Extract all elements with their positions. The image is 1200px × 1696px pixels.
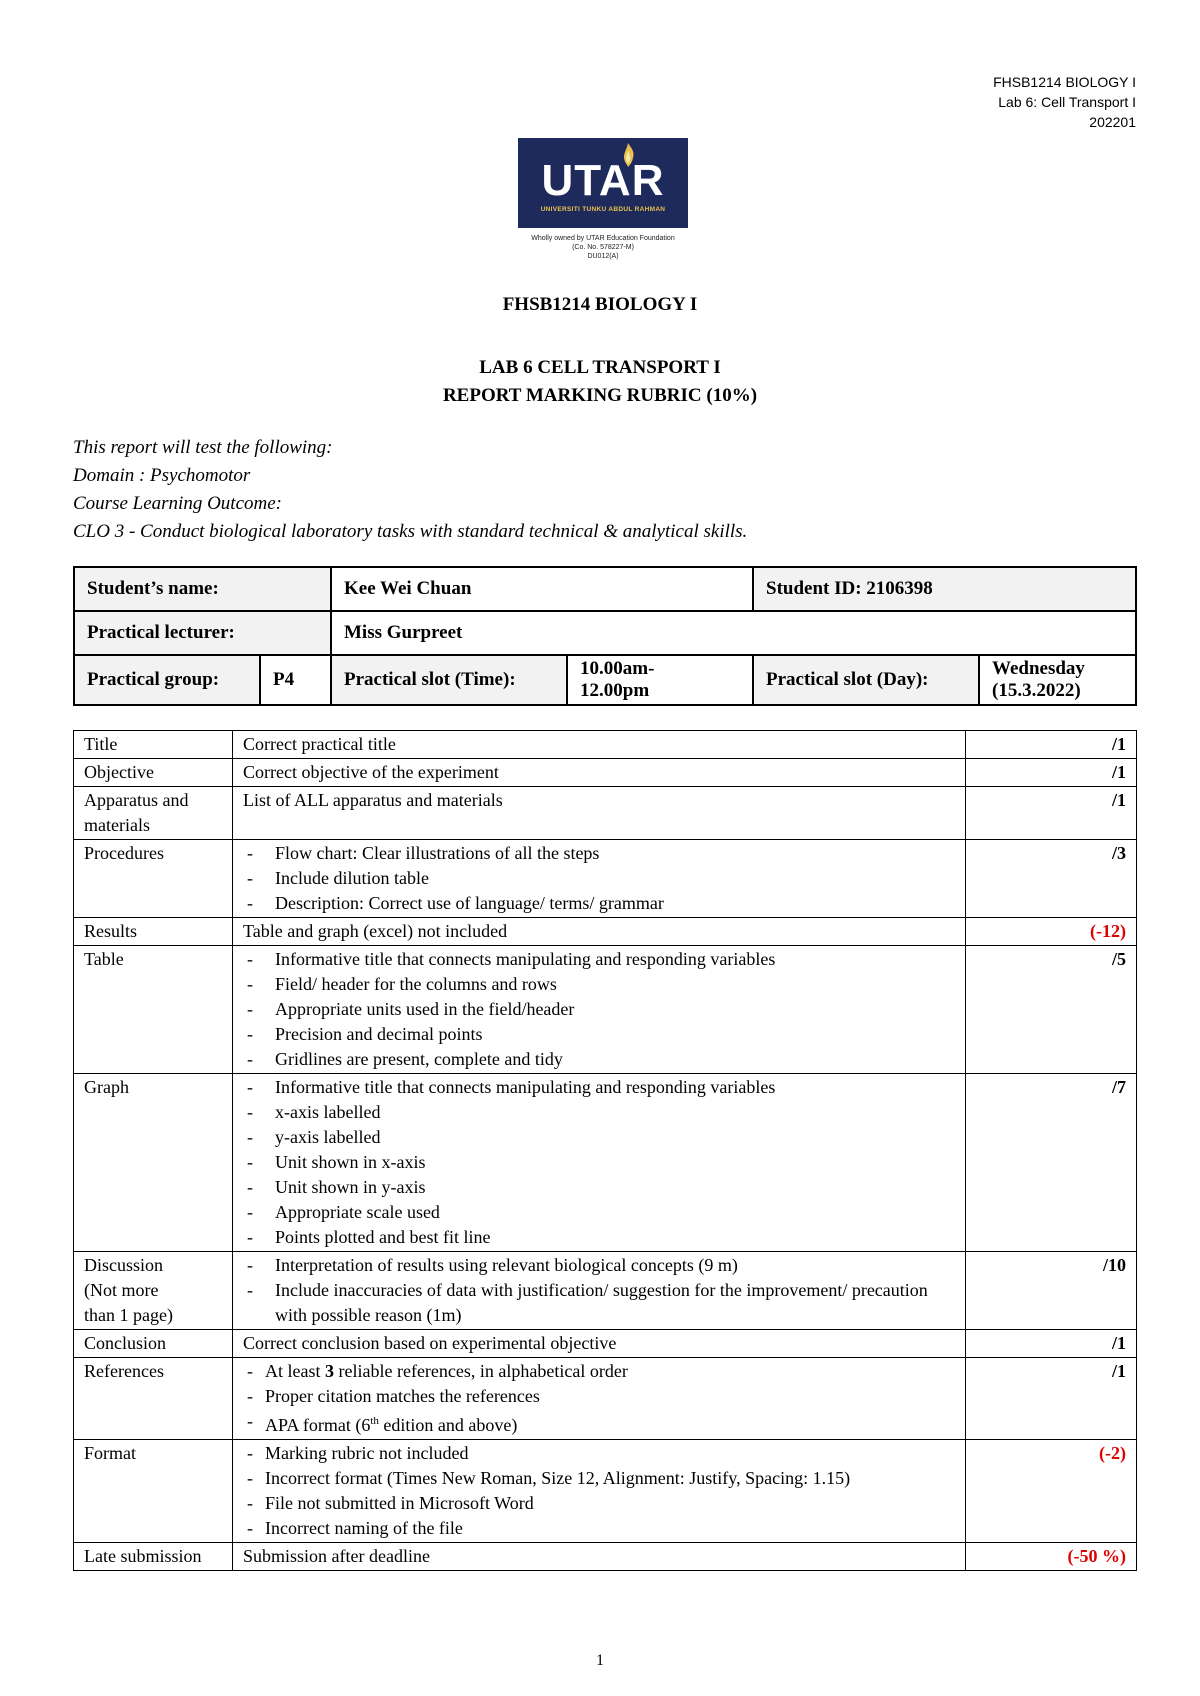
list-item: - Incorrect naming of the file: [243, 1516, 955, 1541]
criterion-mark: /1: [966, 731, 1137, 759]
criterion-description: List of ALL apparatus and materials: [233, 787, 966, 840]
table-row: [74, 1543, 1137, 1571]
intro-line: This report will test the following:: [73, 437, 333, 458]
criterion-list: [243, 841, 955, 916]
criterion-mark: /5: [966, 946, 1137, 1074]
marking-rubric-table: [73, 730, 1137, 1571]
criterion-mark: /1: [966, 759, 1137, 787]
list-item: - Interpretation of results using relevant biological concepts (9 m): [243, 1253, 955, 1278]
list-item: - Unit shown in y-axis: [243, 1175, 955, 1200]
student-name-value: Kee Wei Chuan: [331, 567, 753, 611]
logo-university-name: UNIVERSITI TUNKU ABDUL RAHMAN: [540, 206, 666, 213]
criterion-description: [233, 1074, 966, 1252]
logo-sub-line: (Co. No. 578227-M): [572, 244, 634, 251]
list-item: - x-axis labelled: [243, 1100, 955, 1125]
criterion-description: Correct objective of the experiment: [233, 759, 966, 787]
label-line: than 1 page): [84, 1305, 173, 1325]
table-row: [74, 1358, 1137, 1440]
list-item: - Marking rubric not included: [243, 1441, 955, 1466]
criterion-list: [243, 1441, 955, 1541]
logo-subtitle: [518, 234, 688, 261]
table-row: [74, 787, 1137, 840]
criterion-label: Objective: [74, 759, 233, 787]
criterion-description: [233, 946, 966, 1074]
criterion-description: Table and graph (excel) not included: [233, 918, 966, 946]
criterion-description: [233, 1252, 966, 1330]
text-span: reliable references, in alphabetical order: [334, 1361, 628, 1381]
criterion-description: [233, 1440, 966, 1543]
criterion-description: Submission after deadline: [233, 1543, 966, 1571]
criterion-list: [243, 1253, 955, 1328]
list-item: - Incorrect format (Times New Roman, Size 12, Alignment: Justify, Spacing: 1.15): [243, 1466, 955, 1491]
criterion-label: References: [74, 1358, 233, 1440]
penalty-mark: (-50 %): [966, 1543, 1137, 1571]
logo-block: [518, 138, 688, 228]
slot-day-line: Wednesday: [992, 658, 1085, 679]
lab-title: LAB 6 CELL TRANSPORT I: [479, 357, 721, 378]
intro-block: [73, 434, 747, 546]
label-line: (Not more: [84, 1280, 159, 1300]
table-row: [74, 759, 1137, 787]
criterion-label: [74, 1252, 233, 1330]
logo-sub-line: DU012(A): [587, 253, 619, 260]
document-title: [0, 354, 1200, 410]
criterion-description: [233, 840, 966, 918]
running-header: [993, 72, 1136, 132]
lecturer-label: Practical lecturer:: [74, 611, 331, 655]
list-item: - Proper citation matches the references: [243, 1384, 955, 1409]
criterion-label: Late submission: [74, 1543, 233, 1571]
table-row: [74, 946, 1137, 1074]
table-row: [74, 1074, 1137, 1252]
criterion-mark: /10: [966, 1252, 1137, 1330]
intro-line: Domain : Psychomotor: [73, 465, 251, 486]
criterion-mark: /7: [966, 1074, 1137, 1252]
table-row: [74, 611, 1136, 655]
criterion-list: [243, 947, 955, 1072]
list-item: - Description: Correct use of language/ terms/ grammar: [243, 891, 955, 916]
intro-line: CLO 3 - Conduct biological laboratory tasks with standard technical & analytical skills.: [73, 521, 748, 542]
group-value: P4: [260, 655, 331, 705]
course-title: FHSB1214 BIOLOGY I: [502, 294, 698, 315]
logo-wordmark: UTAR: [541, 156, 665, 205]
list-item: - Gridlines are present, complete and tidy: [243, 1047, 955, 1072]
criterion-mark: /1: [966, 1330, 1137, 1358]
table-row: [74, 1440, 1137, 1543]
criterion-label: Results: [74, 918, 233, 946]
list-item: - Informative title that connects manipulating and responding variables: [243, 947, 955, 972]
list-item: - Precision and decimal points: [243, 1022, 955, 1047]
criterion-label: Graph: [74, 1074, 233, 1252]
criterion-label: Format: [74, 1440, 233, 1543]
table-row: [74, 731, 1137, 759]
penalty-mark: (-2): [966, 1440, 1137, 1543]
slot-time-line: 12.00pm: [580, 680, 650, 701]
list-item: - Informative title that connects manipulating and responding variables: [243, 1075, 955, 1100]
slot-day-line: (15.3.2022): [992, 680, 1081, 701]
bold-count: 3: [325, 1361, 334, 1381]
student-id: Student ID: 2106398: [753, 567, 1136, 611]
header-session: 202201: [1089, 114, 1136, 130]
criterion-description: [233, 1358, 966, 1440]
list-item: - Appropriate scale used: [243, 1200, 955, 1225]
slot-time-value: [567, 655, 753, 705]
criterion-description: Correct practical title: [233, 731, 966, 759]
lecturer-value: Miss Gurpreet: [331, 611, 1136, 655]
list-item: - File not submitted in Microsoft Word: [243, 1491, 955, 1516]
rubric-title: REPORT MARKING RUBRIC (10%): [442, 385, 758, 406]
list-item: - Points plotted and best fit line: [243, 1225, 955, 1250]
criterion-label: Title: [74, 731, 233, 759]
criterion-label: Table: [74, 946, 233, 1074]
intro-line: Course Learning Outcome:: [73, 493, 282, 514]
text-span: At least: [265, 1361, 325, 1381]
criterion-label: Apparatus and materials: [74, 787, 233, 840]
table-row: [74, 918, 1137, 946]
text-span: APA format (6: [265, 1415, 371, 1435]
label-line: Discussion: [84, 1255, 164, 1275]
slot-day-value: [979, 655, 1136, 705]
list-item: - Field/ header for the columns and rows: [243, 972, 955, 997]
table-row: [74, 1330, 1137, 1358]
group-label: Practical group:: [74, 655, 260, 705]
list-item: - Include inaccuracies of data with justification/ suggestion for the improvement/ precaution with possible reason (1m): [243, 1278, 955, 1328]
header-lab: Lab 6: Cell Transport I: [998, 94, 1136, 110]
slot-time-label: Practical slot (Time):: [331, 655, 567, 705]
header-course: FHSB1214 BIOLOGY I: [993, 74, 1136, 90]
student-name-label: Student’s name:: [74, 567, 331, 611]
logo-sub-line: Wholly owned by UTAR Education Foundation: [531, 235, 675, 242]
list-item: - Include dilution table: [243, 866, 955, 891]
student-info-table: [73, 566, 1137, 706]
text-span: edition and above): [378, 1415, 518, 1435]
criterion-list: [243, 1359, 955, 1438]
table-row: [74, 840, 1137, 918]
criterion-mark: /1: [966, 787, 1137, 840]
list-item: - Appropriate units used in the field/header: [243, 997, 955, 1022]
list-item: [243, 1359, 955, 1384]
list-item: [243, 1409, 955, 1438]
criterion-label: Conclusion: [74, 1330, 233, 1358]
criterion-label: Procedures: [74, 840, 233, 918]
slot-day-label: Practical slot (Day):: [753, 655, 979, 705]
slot-time-line: 10.00am-: [580, 658, 655, 679]
utar-logo: [518, 138, 688, 261]
criterion-description: Correct conclusion based on experimental objective: [233, 1330, 966, 1358]
table-row: [74, 1252, 1137, 1330]
criterion-mark: /3: [966, 840, 1137, 918]
criterion-mark: /1: [966, 1358, 1137, 1440]
superscript: th: [370, 1415, 379, 1427]
criterion-list: [243, 1075, 955, 1250]
page-number: 1: [596, 1652, 604, 1669]
list-item: - Unit shown in x-axis: [243, 1150, 955, 1175]
list-item: - Flow chart: Clear illustrations of all the steps: [243, 841, 955, 866]
table-row: [74, 655, 1136, 705]
penalty-mark: (-12): [966, 918, 1137, 946]
list-item: - y-axis labelled: [243, 1125, 955, 1150]
table-row: [74, 567, 1136, 611]
